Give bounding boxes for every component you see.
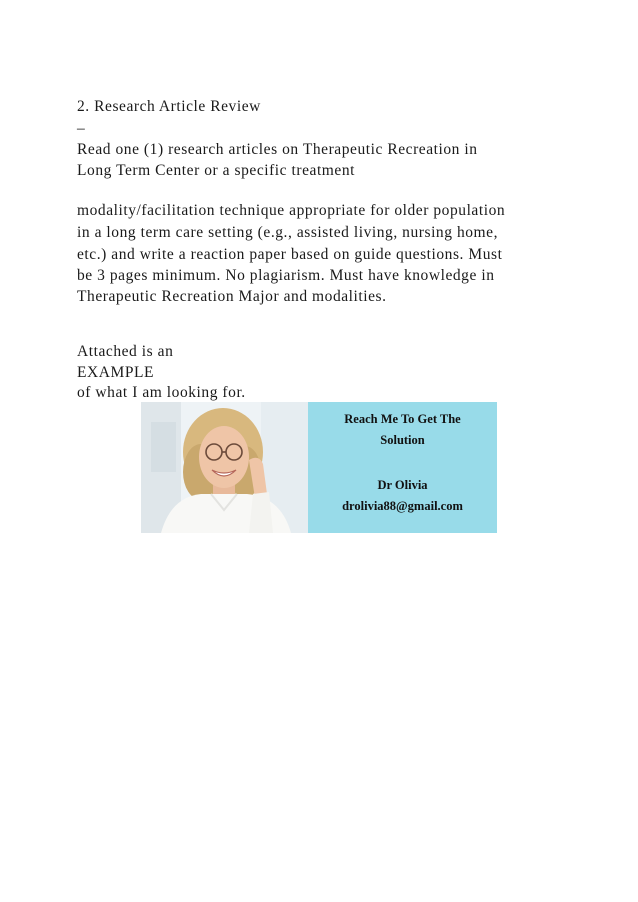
- section-heading: 2. Research Article Review: [77, 98, 261, 115]
- heading-dash: –: [77, 120, 86, 137]
- paragraph-line: be 3 pages minimum. No plagiarism. Must have knowledge in: [77, 267, 495, 284]
- contact-name: Dr Olivia: [377, 478, 428, 492]
- woman-photo: [141, 402, 308, 533]
- contact-banner: [141, 402, 497, 533]
- contact-email: drolivia88@gmail.com: [342, 499, 463, 513]
- paragraph-line: of what I am looking for.: [77, 384, 246, 401]
- paragraph-line: Long Term Center or a specific treatment: [77, 162, 355, 179]
- paragraph-line: in a long term care setting (e.g., assisted living, nursing home,: [77, 224, 499, 241]
- paragraph-line: Attached is an: [77, 343, 174, 360]
- paragraph-line: modality/facilitation technique appropriate for older population: [77, 202, 506, 219]
- paragraph-line: Therapeutic Recreation Major and modalities.: [77, 288, 387, 305]
- ad-headline-2: Solution: [380, 433, 425, 447]
- contact-panel: [308, 402, 497, 533]
- paragraph-line: etc.) and write a reaction paper based on guide questions. Must: [77, 246, 503, 263]
- paragraph-line: Read one (1) research articles on Therapeutic Recreation in: [77, 141, 478, 158]
- paragraph-line: EXAMPLE: [77, 364, 155, 381]
- ad-headline: Reach Me To Get The: [344, 412, 461, 426]
